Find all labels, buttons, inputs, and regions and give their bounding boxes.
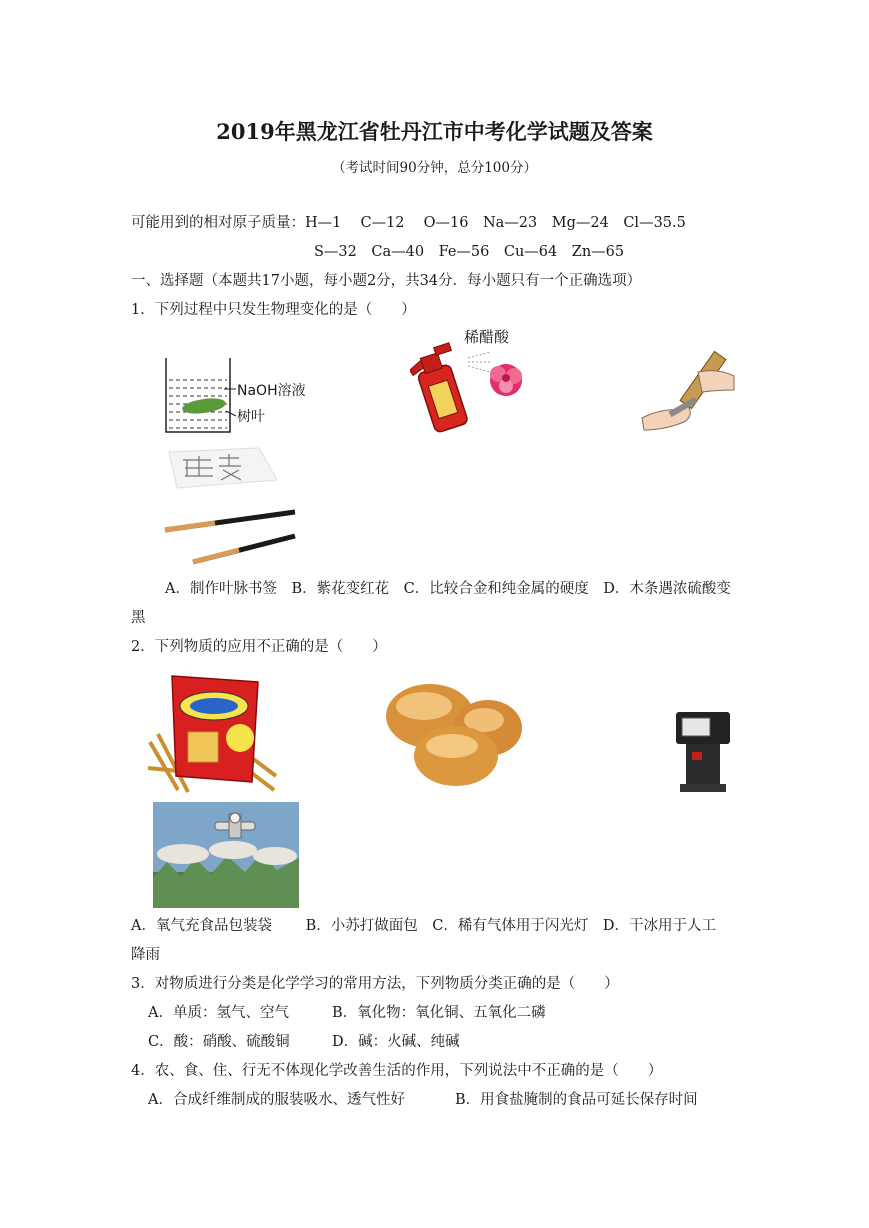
question-2-options-continued: 降雨 — [131, 947, 160, 963]
question-1-options-continued: 黑 — [131, 610, 146, 626]
atomic-mass-line-1: 可能用到的相对原子质量：H—1 C—12 O—16 Na—23 Mg—24 Cl—35.5 — [131, 215, 686, 231]
atomic-mass-line-2: S—32 Ca—40 Fe—56 Cu—64 Zn—65 — [314, 244, 625, 260]
spray-flower-image — [410, 338, 540, 438]
question-2-stem: 2．下列物质的应用不正确的是（ ） — [131, 639, 387, 655]
question-3-option-b: B．氧化物：氧化铜、五氧化二磷 — [332, 1005, 546, 1021]
question-1-stem: 1．下列过程中只发生物理变化的是（ ） — [131, 302, 416, 318]
question-4-stem: 4．农、食、住、行无不体现化学改善生活的作用，下列说法中不正确的是（ ） — [131, 1063, 663, 1079]
question-3-option-a: A．单质：氢气、空气 — [148, 1005, 289, 1021]
leaf-label: 树叶 — [237, 409, 265, 425]
dilute-acetic-acid-label: 稀醋酸 — [464, 328, 510, 346]
camera-flash-image — [672, 708, 736, 794]
exam-info: （考试时间90分钟，总分100分） — [332, 160, 537, 176]
question-3-option-c: C．酸：硝酸、硫酸铜 — [148, 1034, 290, 1050]
question-1-options: A．制作叶脉书签 B．紫花变红花 C．比较合金和纯金属的硬度 D．木条遇浓硫酸变 — [165, 581, 731, 597]
question-2-options: A．氧气充食品包装袋 B．小苏打做面包 C．稀有气体用于闪光灯 D．干冰用于人工 — [131, 918, 716, 934]
snack-bag-image — [148, 672, 278, 794]
question-4-option-b: B．用食盐腌制的食品可延长保存时间 — [455, 1092, 698, 1108]
page-title: 2019年黑龙江省牡丹江市中考化学试题及答案 — [216, 119, 653, 144]
question-3-option-d: D．碱：火碱、纯碱 — [332, 1034, 460, 1050]
metal-scratch-image — [638, 346, 738, 434]
naoh-solution-label: NaOH溶液 — [237, 383, 306, 399]
cloud-seeding-image — [153, 802, 299, 908]
question-3-stem: 3．对物质进行分类是化学学习的常用方法，下列物质分类正确的是（ ） — [131, 976, 619, 992]
section-heading: 一、选择题（本题共17小题，每小题2分，共34分．每小题只有一个正确选项） — [131, 273, 642, 289]
bread-image — [380, 676, 525, 788]
question-4-option-a: A．合成纤维制成的服装吸水、透气性好 — [148, 1092, 405, 1108]
charred-sticks-image — [155, 446, 305, 568]
